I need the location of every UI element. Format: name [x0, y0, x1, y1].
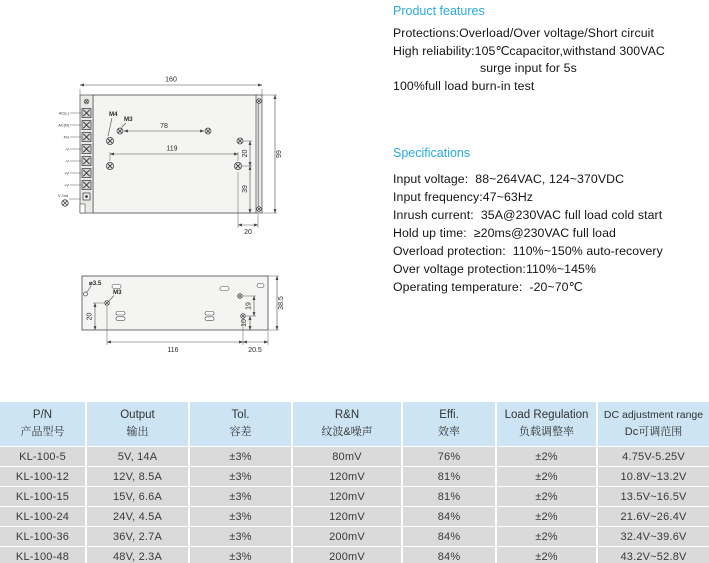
front-view — [58, 77, 283, 237]
cell-dc-range: 4.75V-5.25V — [598, 447, 709, 466]
feature-line: Protections:Overload/Over voltage/Short circuit — [393, 26, 654, 40]
cell-tolerance: ±3% — [190, 527, 291, 546]
cell-ripple: 80mV — [293, 447, 401, 466]
cell-tolerance: ±3% — [190, 467, 291, 486]
dim-hole-span-bottom: 119 — [166, 145, 178, 153]
screw-m3-label: M3 — [124, 116, 133, 123]
cell-load-reg: ±2% — [497, 447, 596, 466]
cell-ripple: 120mV — [293, 487, 401, 506]
screw-m4-label: M4 — [109, 111, 118, 118]
cell-tolerance: ±3% — [190, 547, 291, 563]
terminal-label: AC(L) — [58, 110, 69, 116]
col-header-efficiency: Effi. 效率 — [403, 402, 495, 446]
cell-load-reg: ±2% — [497, 507, 596, 526]
dim-right-hole-to-bottom: 39 — [242, 185, 249, 193]
bottom-view — [82, 276, 285, 354]
cell-load-reg: ±2% — [497, 487, 596, 506]
cell-ripple: 200mV — [293, 547, 401, 563]
dim-right-gap-upper: 19 — [245, 302, 253, 310]
dim-hole-span-top: 78 — [160, 123, 168, 130]
dim-right-gap-lower: 10 — [241, 319, 248, 327]
cell-pn: KL-100-24 — [0, 507, 85, 526]
cell-efficiency: 81% — [403, 487, 495, 506]
feature-line: surge input for 5s — [480, 61, 577, 75]
cell-pn: KL-100-15 — [0, 487, 85, 506]
cell-pn: KL-100-48 — [0, 547, 85, 563]
cell-dc-range: 13.5V~16.5V — [598, 487, 709, 506]
feature-line: High reliability:105℃capacitor,withstand 300VAC — [393, 43, 665, 58]
terminal-labels — [58, 111, 81, 200]
cell-dc-range: 21.6V~26.4V — [598, 507, 709, 526]
cell-ripple: 120mV — [293, 507, 401, 526]
cell-pn: KL-100-12 — [0, 467, 85, 486]
col-header-pn: P/N 产品型号 — [0, 402, 85, 446]
col-header-ripple-noise: R&N 纹波&噪声 — [293, 402, 401, 446]
spec-line: Overload protection: 110%~150% auto-recovery — [393, 244, 663, 258]
col-header-tolerance: Tol. 容差 — [190, 402, 291, 446]
right-flange — [256, 95, 262, 213]
dim-overall-depth: 38.5 — [278, 296, 285, 310]
cell-output: 48V, 2.3A — [87, 547, 188, 563]
terminal-label: +V — [64, 170, 69, 176]
cell-efficiency: 84% — [403, 527, 495, 546]
model-spec-table — [0, 402, 709, 563]
terminal-label: -V — [65, 146, 69, 152]
spec-line: Operating temperature: -20~70℃ — [393, 280, 583, 294]
terminal-label: -V — [65, 158, 69, 164]
spec-line: Input frequency:47~63Hz — [393, 190, 534, 204]
spec-line: Input voltage: 88~264VAC, 124~370VDC — [393, 172, 625, 186]
cell-dc-range: 32.4V~39.6V — [598, 527, 709, 546]
dim-right-offset: 20.5 — [248, 347, 262, 354]
feature-line: 100%full load burn-in test — [393, 78, 535, 93]
dim-bottom-offset: 20 — [244, 229, 252, 236]
dim-left-offset: 20 — [86, 312, 94, 321]
terminal-label: FG — [63, 134, 69, 140]
hole-dia-label: ⌀3.5 — [89, 280, 102, 287]
cell-output: 36V, 2.7A — [87, 527, 188, 546]
cell-dc-range: 43.2V~52.8V — [598, 547, 709, 563]
cell-output: 15V, 6.6A — [87, 487, 188, 506]
terminal-label: AC(N) — [58, 122, 69, 128]
spec-line: Over voltage protection:110%~145% — [393, 262, 597, 276]
product-features-section — [393, 4, 665, 95]
cell-tolerance: ±3% — [190, 507, 291, 526]
specifications-section — [393, 146, 663, 296]
cell-load-reg: ±2% — [497, 467, 596, 486]
cell-efficiency: 81% — [403, 467, 495, 486]
voltage-adjust-pot — [62, 200, 68, 206]
dim-overall-width: 160 — [165, 76, 177, 84]
cell-ripple: 200mV — [293, 527, 401, 546]
cell-load-reg: ±2% — [497, 547, 596, 563]
dim-right-hole-gap: 20 — [242, 149, 249, 158]
cell-load-reg: ±2% — [497, 527, 596, 546]
cell-efficiency: 84% — [403, 507, 495, 526]
screw-m3-label-bottom: M3 — [113, 289, 122, 296]
terminal-label: +V — [64, 182, 69, 188]
specifications-title: Specifications — [393, 146, 471, 160]
terminal-label: V Out — [58, 193, 68, 198]
cell-output: 5V, 14A — [87, 447, 188, 466]
cell-tolerance: ±3% — [190, 487, 291, 506]
col-header-dc-adjustment: DC adjustment range Dc可调范围 — [598, 402, 709, 446]
cell-tolerance: ±3% — [190, 447, 291, 466]
dim-hole-span-bottomview: 116 — [167, 347, 179, 354]
features-title: Product features — [393, 4, 485, 18]
dimension-drawings — [55, 53, 305, 368]
spec-line: Inrush current: 35A@230VAC full load cold start — [393, 208, 663, 222]
cell-dc-range: 10.8V~13.2V — [598, 467, 709, 486]
dim-overall-height: 99 — [276, 150, 283, 158]
col-header-load-regulation: Load Regulation 负载调整率 — [497, 402, 596, 446]
col-header-output: Output 输出 — [87, 402, 188, 446]
cell-output: 24V, 4.5A — [87, 507, 188, 526]
cell-pn: KL-100-36 — [0, 527, 85, 546]
cell-pn: KL-100-5 — [0, 447, 85, 466]
spec-line: Hold up time: ≥20ms@230VAC full load — [393, 226, 616, 240]
cell-output: 12V, 8.5A — [87, 467, 188, 486]
cell-ripple: 120mV — [293, 467, 401, 486]
cell-efficiency: 84% — [403, 547, 495, 563]
cell-efficiency: 76% — [403, 447, 495, 466]
